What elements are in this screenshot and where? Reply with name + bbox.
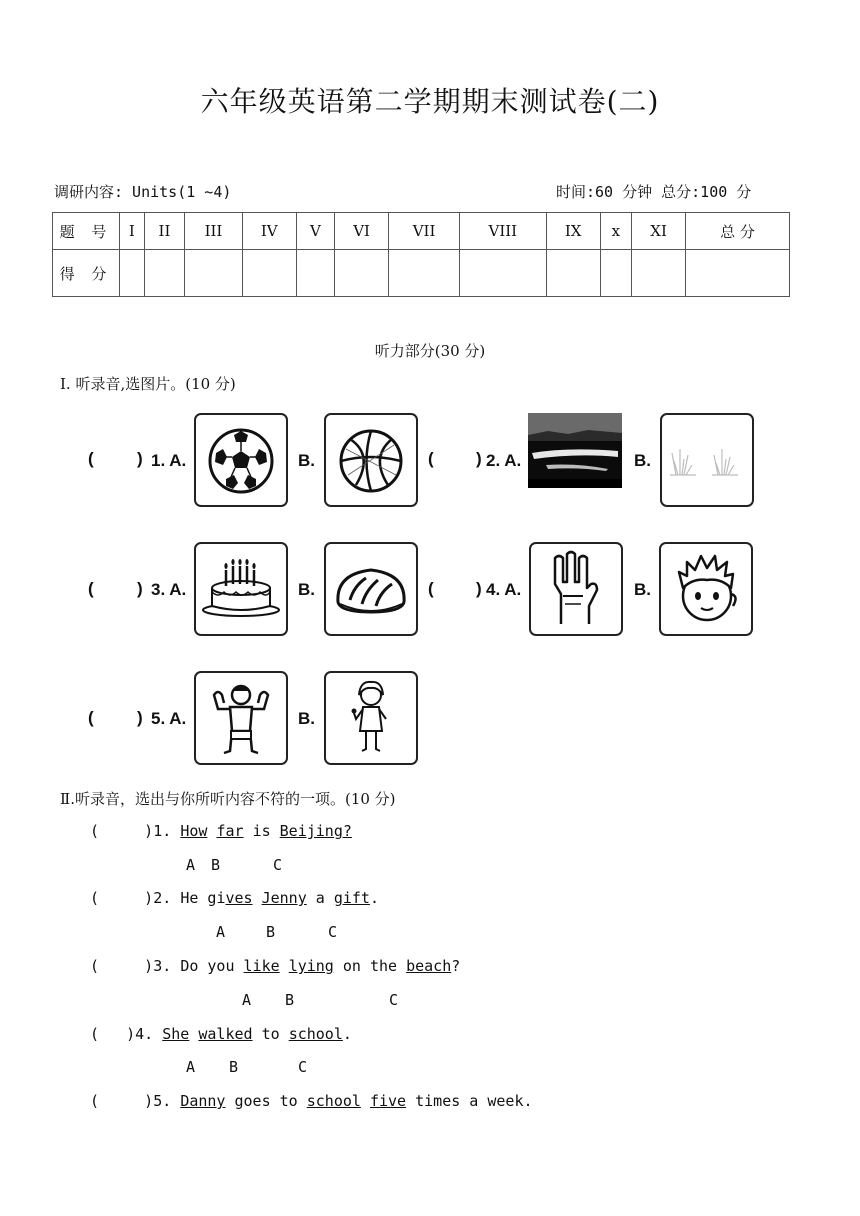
row-label-question-number: 题 号 [53,213,120,250]
col-header: x [600,213,632,250]
listening-header: 听力部分(30 分) [374,342,486,360]
q2-label: 2. A. [486,451,522,470]
q2-2-sentence [90,889,379,907]
answer-paren-close: ) [137,708,143,727]
sentence-text: a [315,889,325,907]
letter-a: A [216,923,226,941]
q2-option-a[interactable] [528,413,622,488]
q3-option-b[interactable] [324,542,418,636]
letter-c: C [389,991,399,1009]
soccer-ball-icon [196,415,286,505]
option-b-word: school [306,1092,361,1110]
option-c-word: beach [406,957,452,975]
option-c-word: five [369,1092,407,1110]
answer-blank[interactable]: ( )4. [90,1025,154,1043]
option-a-word: like [243,957,280,975]
q2-1-sentence [90,822,352,840]
section2-heading: Ⅱ.听录音，选出与你所听内容不符的一项。(10 分) [60,790,396,808]
col-header-total: 总 分 [686,213,790,250]
score-cell[interactable] [389,250,460,297]
answer-paren-close: ) [137,449,143,468]
exam-scope: 调研内容: Units(1 ~4) [54,183,232,201]
answer-blank[interactable]: ( )2. [90,889,172,907]
answer-paren-close: ) [476,449,482,468]
score-cell[interactable] [334,250,388,297]
score-cell[interactable] [242,250,296,297]
score-table [52,212,790,297]
answer-paren-close: ) [137,579,143,598]
answer-paren-close: ) [476,579,482,598]
sentence-text: . [369,889,379,907]
answer-paren-open: ( [88,449,94,468]
q3-option-b-label: B. [298,580,315,599]
answer-blank[interactable]: ( )3. [90,957,172,975]
q5-option-b-label: B. [298,709,315,728]
score-cell[interactable] [120,250,145,297]
letter-b: B [285,991,295,1009]
page-title: 六年级英语第二学期期末测试卷(二) [200,85,660,118]
letter-a: A [186,1058,196,1076]
exam-time-score: 时间:60 分钟 总分:100 分 [556,183,752,201]
score-cell[interactable] [600,250,632,297]
answer-paren-open: ( [428,449,434,468]
birthday-cake-icon [196,544,286,634]
letter-a: A [242,991,252,1009]
q4-label: 4. A. [486,580,522,599]
col-header: VII [389,213,460,250]
q5-option-a[interactable] [194,671,288,765]
q4-option-b-label: B. [634,580,651,599]
q2-5-sentence [90,1092,533,1110]
score-cell[interactable] [296,250,334,297]
q3-label: 3. A. [151,580,187,599]
sentence-text: goes to [234,1092,298,1110]
option-b-word: lying [288,957,334,975]
q1-label: 1. A. [151,451,187,470]
answer-paren-open: ( [428,579,434,598]
answer-blank[interactable]: ( )5. [90,1092,172,1110]
q1-option-a[interactable] [194,413,288,507]
three-fingers-hand-icon [531,544,621,634]
q3-option-a[interactable] [194,542,288,636]
col-header: XI [632,213,686,250]
option-b-word: far [216,822,244,840]
answer-paren-open: ( [88,579,94,598]
letter-c: C [273,856,283,874]
letter-b: B [229,1058,239,1076]
option-c-word: gift [333,889,370,907]
basketball-icon [326,415,416,505]
letter-b: B [211,856,221,874]
q1-option-b[interactable] [324,413,418,507]
strong-boy-icon [196,673,286,763]
score-cell-total[interactable] [686,250,790,297]
option-a-word: Danny [180,1092,226,1110]
sentence-text: times a week. [415,1092,533,1110]
sentence-text: . [342,1025,352,1043]
answer-paren-open: ( [88,708,94,727]
score-cell[interactable] [546,250,600,297]
col-header: II [144,213,185,250]
grass-icon [662,415,752,505]
q2-option-b-label: B. [634,451,651,470]
letter-a: A [186,856,196,874]
girl-icon [326,673,416,763]
bread-icon [326,544,416,634]
col-header: VI [334,213,388,250]
score-cell[interactable] [459,250,546,297]
q5-label: 5. A. [151,709,187,728]
q4-option-b[interactable] [659,542,753,636]
option-c-word: school [288,1025,343,1043]
option-a-word: How [180,822,208,840]
sentence-text: to [261,1025,280,1043]
score-cell[interactable] [144,250,185,297]
section1-heading: Ⅰ. 听录音,选图片。(10 分) [60,375,236,393]
option-b-word: Jenny [261,889,307,907]
sentence-text: is [252,822,271,840]
col-header: III [185,213,242,250]
sentence-text: ? [451,957,461,975]
score-cell[interactable] [185,250,242,297]
answer-blank[interactable]: ( )1. [90,822,172,840]
letter-c: C [298,1058,308,1076]
q5-option-b[interactable] [324,671,418,765]
option-b-word: walked [198,1025,253,1043]
score-table-header-row [53,213,790,250]
sentence-text: on the [342,957,398,975]
lake-landscape-icon [528,413,622,488]
q2-3-sentence [90,957,460,975]
letter-b: B [266,923,276,941]
col-header: VIII [459,213,546,250]
col-header: IX [546,213,600,250]
boy-face-icon [661,544,751,634]
q4-option-a[interactable] [529,542,623,636]
col-header: I [120,213,145,250]
q1-option-b-label: B. [298,451,315,470]
col-header: IV [242,213,296,250]
option-a-word: ves [225,889,253,907]
sentence-text: He gi [180,889,226,907]
option-c-word: Beijing? [279,822,352,840]
col-header: V [296,213,334,250]
letter-c: C [328,923,338,941]
q2-option-b[interactable] [660,413,754,507]
q2-4-sentence [90,1025,352,1043]
sentence-text: Do you [180,957,235,975]
row-label-score: 得 分 [53,250,120,297]
option-a-word: She [162,1025,190,1043]
score-cell[interactable] [632,250,686,297]
score-table-score-row [53,250,790,297]
